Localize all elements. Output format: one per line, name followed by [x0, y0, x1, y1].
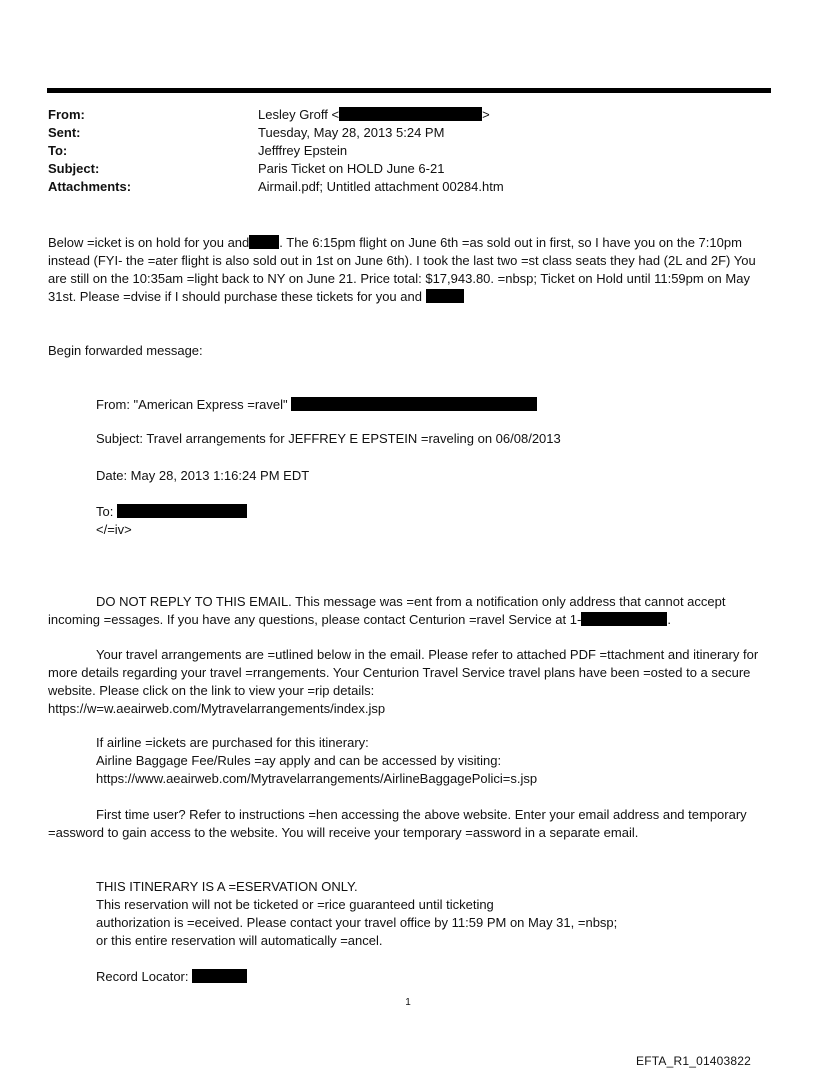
attachments-label: Attachments:	[48, 179, 132, 194]
subject-value: Paris Ticket on HOLD June 6-21	[258, 161, 445, 176]
message-paragraph	[48, 234, 776, 306]
redacted-name	[249, 235, 279, 249]
subject-label: Subject:	[48, 161, 100, 176]
email-header	[48, 106, 768, 196]
arrangements-paragraph	[48, 646, 776, 718]
fwd-to-label: To:	[96, 504, 114, 519]
redacted-email	[339, 107, 482, 121]
sent-value: Tuesday, May 28, 2013 5:24 PM	[258, 125, 445, 140]
fwd-date-line: Date: May 28, 2013 1:16:24 PM EDT	[96, 468, 310, 483]
fwd-to-line	[96, 503, 786, 521]
arrangements-text: Your travel arrangements are =utlined below in the email. Please refer to attached PDF =ttachment and itinerary for more details regarding your travel =rrangements. Your Centurion Travel Service travel plans have been =osted to a secure website. Please click on the link to view your =rip details:	[48, 647, 759, 698]
noreply-text: DO NOT REPLY TO THIS EMAIL. This message was =ent from a notification only address that cannot accept incoming =essages. If you have any questions, please contact Centurion =ravel Service at 1-	[48, 594, 726, 627]
fwd-subject-line: Subject: Travel arrangements for JEFFREY E EPSTEIN =raveling on 06/08/2013	[96, 431, 561, 446]
sent-label: Sent:	[48, 125, 81, 140]
first-time-text: First time user? Refer to instructions =hen accessing the above website. Enter your email address and temporary =assword to gain access to the website. You will receive your temporary =assword in a separate email.	[48, 807, 747, 840]
itinerary-link[interactable]: https://w=w.aeairweb.com/Mytravelarrangements/index.jsp	[48, 701, 386, 716]
fwd-from-text: From: "American Express =ravel"	[96, 397, 288, 412]
airline-line-2: Airline Baggage Fee/Rules =ay apply and can be accessed by visiting:	[96, 753, 502, 768]
from-value	[258, 106, 490, 124]
to-value: Jefffrey Epstein	[258, 143, 348, 158]
from-name: Lesley Groff <	[258, 107, 340, 122]
message-text-b: . The 6:15pm flight on June 6th =as sold out in first, so I have you on the 7:10pm instead (FYI- the =ater flight is also sold out in 1st on June 6th). I took the last two =st class seats they had (2L and 2F) You are still on the 10:35am =light back to NY on June 21. Price total: $17,943.80. =nbsp; Ticket on Hold until 11:59pm on May 31st. Please =dvise if I should purchase these tickets for you and	[48, 235, 756, 304]
redacted-locator	[192, 969, 247, 983]
baggage-link[interactable]: https://www.aeairweb.com/Mytravelarrangements/AirlineBaggagePolici=s.jsp	[96, 771, 538, 786]
attachments-value: Airmail.pdf; Untitled attachment 00284.htm	[258, 179, 504, 194]
to-label: To:	[48, 143, 68, 158]
document-id: EFTA_R1_01403822	[636, 1054, 752, 1068]
begin-forwarded: Begin forwarded message:	[48, 343, 203, 358]
reservation-line-2: This reservation will not be ticketed or =rice guaranteed until ticketing	[96, 897, 494, 912]
record-locator	[96, 968, 786, 986]
redacted-recipient	[117, 504, 247, 518]
redacted-name-2	[426, 289, 464, 303]
noreply-end: .	[667, 612, 671, 627]
reservation-line-1: THIS ITINERARY IS A =ESERVATION ONLY.	[96, 879, 358, 894]
sent-row	[48, 124, 768, 142]
to-row	[48, 142, 768, 160]
redacted-sender-email	[291, 397, 537, 411]
from-row	[48, 106, 768, 124]
message-text-a: Below =icket is on hold for you and	[48, 235, 250, 250]
record-locator-label: Record Locator:	[96, 969, 189, 984]
fwd-from-line	[96, 396, 786, 414]
attachments-row	[48, 178, 768, 196]
header-rule	[47, 88, 771, 93]
from-label: From:	[48, 107, 85, 122]
redacted-phone	[581, 612, 667, 626]
first-time-paragraph	[48, 806, 776, 842]
reservation-line-3: authorization is =eceived. Please contact your travel office by 11:59 PM on May 31, =nbsp;	[96, 915, 618, 930]
page-number: 1	[405, 997, 411, 1008]
from-close: >	[482, 107, 490, 122]
noreply-paragraph	[48, 593, 776, 629]
div-close: </=iv>	[96, 522, 132, 537]
subject-row	[48, 160, 768, 178]
airline-line-1: If airline =ickets are purchased for this itinerary:	[96, 735, 369, 750]
reservation-line-4: or this entire reservation will automatically =ancel.	[96, 933, 383, 948]
